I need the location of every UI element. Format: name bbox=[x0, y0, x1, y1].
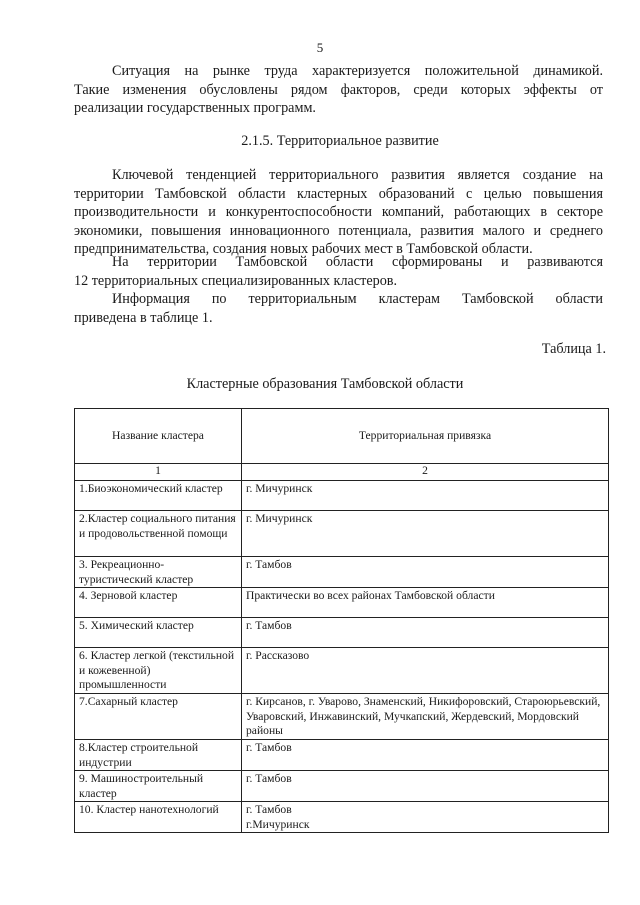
cluster-location-cell: г. Мичуринск bbox=[242, 481, 609, 511]
table-row bbox=[75, 740, 609, 771]
cluster-name-cell: 2.Кластер социального питания и продовольственной помощи bbox=[75, 511, 242, 557]
header-location: Территориальная привязка bbox=[242, 409, 609, 464]
table-row bbox=[75, 694, 609, 740]
cluster-name-cell: 7.Сахарный кластер bbox=[75, 694, 242, 740]
table-title: Кластерные образования Тамбовской области bbox=[186, 376, 464, 392]
section-heading: 2.1.5. Территориальное развитие bbox=[241, 133, 439, 149]
clusters-line: 12 территориальных специализированных кластеров. bbox=[74, 272, 398, 289]
cluster-location-cell: г. Рассказово bbox=[242, 648, 609, 694]
info-line: приведена в таблице 1. bbox=[74, 309, 213, 326]
header-cluster-name: Название кластера bbox=[75, 409, 242, 464]
table-row bbox=[75, 771, 609, 802]
cluster-name-cell: 9. Машиностроительный кластер bbox=[75, 771, 242, 802]
info-line: Информация по территориальным кластерам Тамбовской области bbox=[112, 291, 603, 307]
table-row bbox=[75, 648, 609, 694]
main-line: территории Тамбовской области кластерных образований с целью повышения bbox=[74, 185, 603, 202]
main-line: предпринимательства, создания новых рабочих мест в Тамбовской области. bbox=[74, 241, 533, 257]
table-column-numbers-row bbox=[75, 464, 609, 481]
table-row bbox=[75, 802, 609, 833]
cluster-location-cell: Практически во всех районах Тамбовской области bbox=[242, 588, 609, 618]
cluster-name-cell: 5. Химический кластер bbox=[75, 618, 242, 648]
info-paragraph bbox=[74, 290, 603, 327]
intro-line: реализации государственных программ. bbox=[74, 100, 316, 116]
cluster-location-cell: г. Тамбов bbox=[242, 771, 609, 802]
table-row bbox=[75, 481, 609, 511]
table-row bbox=[75, 557, 609, 588]
cluster-name-cell: 4. Зерновой кластер bbox=[75, 588, 242, 618]
table-row bbox=[75, 511, 609, 557]
cluster-name-cell: 8.Кластер строительной индустрии bbox=[75, 740, 242, 771]
clusters-table bbox=[74, 408, 609, 833]
clusters-line: На территории Тамбовской области сформированы и развиваются bbox=[112, 254, 603, 270]
main-line: производительности и конкурентоспособности компаний, работающих в секторе bbox=[74, 204, 603, 220]
intro-line: Ситуация на рынке труда характеризуется положительной динамикой. bbox=[112, 63, 603, 79]
cluster-name-cell: 6. Кластер легкой (текстильной и кожевенной) промышленности bbox=[75, 648, 242, 694]
main-paragraph bbox=[74, 166, 603, 259]
cluster-name-cell: 3. Рекреационно-туристический кластер bbox=[75, 557, 242, 588]
clusters-paragraph bbox=[74, 253, 603, 290]
table-row bbox=[75, 618, 609, 648]
page-number: 5 bbox=[316, 40, 324, 55]
table-header-row bbox=[75, 409, 609, 464]
cluster-name-cell: 1.Биоэкономический кластер bbox=[75, 481, 242, 511]
table-label: Таблица 1. bbox=[541, 341, 606, 357]
cluster-location-cell: г. Мичуринск bbox=[242, 511, 609, 557]
column-number: 2 bbox=[242, 464, 609, 481]
cluster-location-cell: г. Тамбов bbox=[242, 740, 609, 771]
cluster-location-cell: г. Тамбов bbox=[242, 557, 609, 588]
cluster-location-cell: г. Тамбов bbox=[242, 618, 609, 648]
intro-paragraph bbox=[74, 62, 603, 118]
intro-line: Такие изменения обусловлены рядом факторов, среди которых эффекты от bbox=[74, 81, 603, 98]
cluster-location-cell: г. Кирсанов, г. Уварово, Знаменский, Никифоровский, Староюрьевский, Уваровский, Инжавинский, Мучкапский, Жердевский, Мордовский районы bbox=[242, 694, 609, 740]
column-number: 1 bbox=[75, 464, 242, 481]
table-row bbox=[75, 588, 609, 618]
cluster-location-cell: г. Тамбов г.Мичуринск bbox=[242, 802, 609, 833]
main-line: Ключевой тенденцией территориального развития является создание на bbox=[112, 167, 603, 183]
main-line: экономики, повышения инновационного потенциала, развития малого и среднего bbox=[74, 222, 603, 239]
cluster-name-cell: 10. Кластер нанотехнологий bbox=[75, 802, 242, 833]
